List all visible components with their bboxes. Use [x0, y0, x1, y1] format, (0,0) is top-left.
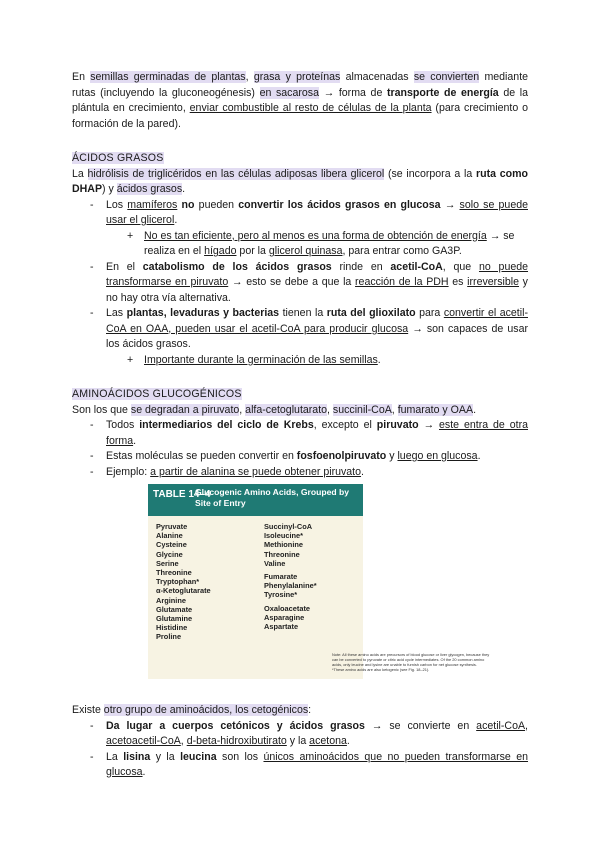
table-cell: Glutamine: [156, 614, 193, 624]
section-heading-aminoacidos-glucogenicos: AMINOÁCIDOS GLUCOGÉNICOS: [72, 388, 242, 400]
table-cell: Threonine: [156, 568, 192, 578]
table-note-ketogenic: *These amino acids are also ketogenic (see Fig. 18–21).: [332, 667, 430, 672]
table-card: [148, 484, 363, 679]
amino-bullet-list: [72, 418, 528, 480]
cetogenicos-intro-paragraph: Existe otro grupo de aminoácidos, los cetogénicos:: [72, 704, 312, 716]
section-heading-acidos-grasos: ÁCIDOS GRASOS: [72, 152, 164, 164]
table-title: Glucogenic Amino Acids, Grouped by Site of Entry: [195, 487, 350, 508]
table-footnote: [332, 652, 492, 672]
table-cell: Threonine: [264, 549, 300, 559]
glucogenic-amino-acids-table-figure: [148, 484, 490, 679]
table-column-left: [156, 522, 211, 642]
table-note: Note: All these amino acids are precursors of blood glucose or liver glycogen, because they can be converted to pyruvate or citric acid cycle intermediates. Of the 20 common amino acids, only leucine and lysine are unable to furnish carbon for net glucose synthesis.: [332, 652, 490, 667]
list-item: - Estas moléculas se pueden convertir en fosfoenolpiruvato y luego en glucosa.: [90, 450, 481, 462]
table-cell: Serine: [156, 558, 179, 568]
list-item: - Todos intermediarios del ciclo de Krebs, excepto el piruvato → este entra de otra forma.: [90, 419, 529, 447]
table-cell: Proline: [156, 632, 182, 642]
list-item: - Da lugar a cuerpos cetónicos y ácidos grasos → se convierte en acetil-CoA, acetoacetil-CoA, d-beta-hidroxibutirato y la acetona.: [90, 719, 528, 747]
list-item: - En el catabolismo de los ácidos grasos rinde en acetil-CoA, que no puede transformarse en piruvato → esto se debe a que la reacción de la PDH es irreversible y no hay otra vía alternativa.: [90, 260, 529, 304]
acidos-bullet-list: [72, 198, 528, 369]
table-cell: Histidine: [156, 623, 188, 633]
table-cell: Valine: [264, 558, 286, 568]
table-cell: Glycine: [156, 549, 183, 559]
table-cell: Pyruvate: [156, 522, 188, 531]
table-cell: Arginine: [156, 595, 186, 605]
list-item: - Ejemplo: a partir de alanina se puede obtener piruvato.: [90, 465, 364, 478]
table-header: [148, 484, 363, 516]
table-cell: Tryptophan*: [156, 577, 200, 587]
list-item: - Las plantas, levaduras y bacterias tienen la ruta del glioxilato para convertir el acetil-CoA en OAA, pueden usar el acetil-CoA para producir glucosa → son capaces de usar los ácidos grasos.: [90, 307, 528, 350]
table-cell: Fumarate: [264, 572, 298, 582]
table-number: TABLE 14–4: [153, 489, 211, 500]
table-cell: Glutamate: [156, 604, 193, 614]
ceto-bullet-list: [72, 719, 528, 781]
table-cell: Aspartate: [264, 622, 299, 632]
table-cell: Methionine: [264, 540, 304, 550]
table-cell: Asparagine: [264, 612, 305, 622]
sub-list-item: + No es tan eficiente, pero al menos es una forma de obtención de energía → se realiza en el hígado por la glicerol quinasa, para entrar como GA3P.: [127, 229, 515, 257]
intro-paragraph: En semillas germinadas de plantas, grasa y proteínas almacenadas se convierten mediante rutas (incluyendo la gluconeogénesis) en sacarosa → forma de transporte de energía de la plántula en crecimiento, enviar combustible al resto de células de la planta (para crecimiento o formación de la pared).: [72, 71, 529, 130]
table-column-right: [264, 522, 317, 631]
table-cell: Alanine: [156, 531, 183, 541]
document-page: [72, 70, 528, 781]
table-cell: Tyrosine*: [264, 590, 298, 600]
amino-intro-paragraph: Son los que se degradan a piruvato, alfa-cetoglutarato, succinil-CoA, fumarato y OAA.: [72, 403, 477, 416]
table-cell: Succinyl-CoA: [264, 522, 313, 531]
table-cell: Phenylalanine*: [264, 581, 317, 591]
table-cell: Isoleucine*: [264, 531, 304, 541]
acidos-intro-paragraph: La hidrólisis de triglicéridos en las células adiposas libera glicerol (se incorpora a la ruta como DHAP) y ácidos grasos.: [72, 167, 528, 195]
list-item: - Los mamíferos no pueden convertir los ácidos grasos en glucosa → solo se puede usar el glicerol.: [90, 198, 528, 226]
table-cell: Oxaloacetate: [264, 603, 311, 613]
table-cell: α-Ketoglutarate: [156, 586, 211, 596]
list-item: - La lisina y la leucina son los únicos aminoácidos que no pueden transformarse en glucosa.: [90, 750, 529, 778]
sub-list-item: + Importante durante la germinación de las semillas.: [127, 353, 381, 366]
table-cell: Cysteine: [156, 540, 187, 550]
